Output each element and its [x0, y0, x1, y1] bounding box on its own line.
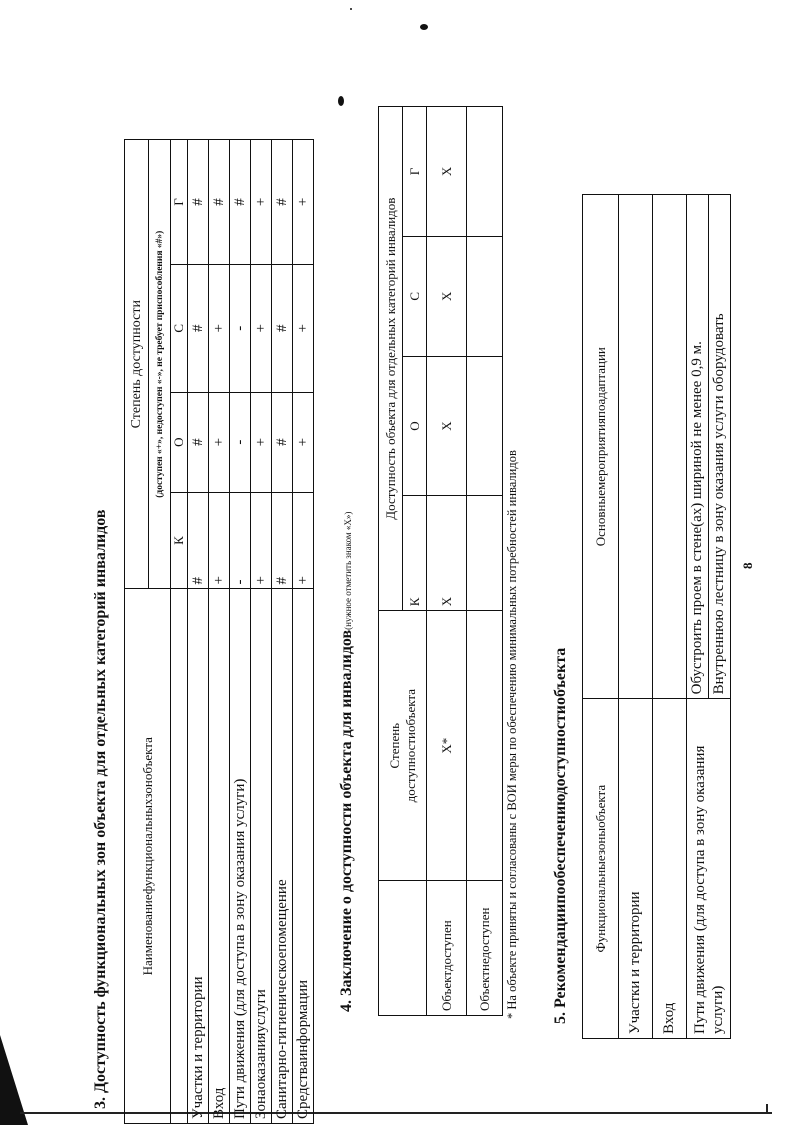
section4-title-text: 4. Заключение о доступности объекта для инвалидов — [338, 629, 355, 1012]
measure-line: Внутреннюю лестницу в зону оказания услуги оборудовать — [711, 313, 727, 695]
zone-name: Санитарно-гигиеническоепомещение — [272, 589, 293, 1124]
section3-title: 3. Доступность функциональных зон объекта для отдельных категорий инвалидов — [92, 509, 109, 1109]
table-header-row — [125, 140, 149, 1124]
category-g: Г — [403, 107, 427, 237]
header-measures: Основныемероприятияпоадаптации — [583, 195, 619, 699]
header-zone-name: Наименованиефункциональныхзонобъекта — [125, 589, 171, 1124]
section4-title-note: (нужное отметить знаком «Х») — [343, 511, 353, 630]
zone-name: Участки и территории — [619, 699, 653, 1039]
row-label: Объектдоступен — [427, 881, 467, 1016]
category-k: К — [403, 496, 427, 611]
measures-cell — [653, 195, 687, 699]
value-cell — [467, 236, 503, 356]
value-cell: + — [209, 392, 230, 492]
table-row — [427, 107, 467, 1016]
value-cell: # — [188, 140, 209, 265]
recommendations-table — [582, 194, 731, 1039]
value-cell: + — [209, 264, 230, 392]
table-row — [230, 140, 251, 1124]
value-cell: Х — [427, 356, 467, 496]
category-s: С — [171, 264, 188, 392]
table-row — [653, 195, 687, 1039]
table-row — [251, 140, 272, 1124]
value-cell: - — [230, 392, 251, 492]
header-legend: (доступен «+», недоступен «-», не требует приспособления «#») — [149, 140, 171, 589]
zone-name: Средстваинформации — [293, 589, 314, 1124]
value-cell: + — [251, 140, 272, 265]
measures-cell — [687, 195, 731, 699]
value-cell: # — [209, 140, 230, 265]
value-cell: Х — [427, 107, 467, 237]
value-cell: - — [230, 492, 251, 589]
header-access: Доступность объекта для отдельных категорий инвалидов — [379, 107, 403, 611]
value-cell — [467, 356, 503, 496]
header-degree-line1: Степень — [386, 722, 402, 769]
value-cell: Х — [427, 496, 467, 611]
category-o: О — [171, 392, 188, 492]
value-cell: # — [272, 264, 293, 392]
category-o: О — [403, 356, 427, 496]
zone-name: Участки и территории — [188, 589, 209, 1124]
value-cell: + — [293, 264, 314, 392]
degree-cell — [467, 611, 503, 881]
value-cell — [467, 496, 503, 611]
value-cell — [467, 107, 503, 237]
table-category-row — [171, 140, 188, 1124]
zones-accessibility-table — [124, 139, 314, 1124]
value-cell: # — [188, 392, 209, 492]
table-header-row — [583, 195, 619, 1039]
value-cell: + — [251, 392, 272, 492]
zone-name: Вход — [653, 699, 687, 1039]
table-row — [467, 107, 503, 1016]
degree-cell: Х* — [427, 611, 467, 881]
value-cell: + — [293, 492, 314, 589]
header-degree — [379, 611, 427, 881]
zone-name: Вход — [209, 589, 230, 1124]
category-g: Г — [171, 140, 188, 265]
value-cell: # — [272, 492, 293, 589]
table-row — [209, 140, 230, 1124]
table-header-row — [379, 107, 403, 1016]
category-k: К — [171, 492, 188, 589]
value-cell: + — [209, 492, 230, 589]
table-row — [687, 195, 731, 1039]
value-cell: # — [272, 392, 293, 492]
header-empty — [379, 881, 427, 1016]
table-row — [188, 140, 209, 1124]
footnote: * На объекте приняты и согласованы с ВОИ меры по обеспечению минимальных потребностей инвалидов — [505, 450, 519, 1019]
measures-cell — [619, 195, 653, 699]
zone-name: Пути движения (для доступа в зону оказания услуги) — [687, 699, 731, 1039]
table-row — [293, 140, 314, 1124]
row-label: Объектнедоступен — [467, 881, 503, 1016]
zone-name: Зонаоказанияуслуги — [251, 589, 272, 1124]
conclusion-table — [378, 106, 503, 1016]
header-degree-line2: доступностиобъекта — [402, 688, 418, 803]
measure-line: Обустроить проем в стене(ах) шириной не менее 0,9 м. — [687, 195, 709, 698]
value-cell: # — [230, 140, 251, 265]
value-cell: + — [293, 392, 314, 492]
value-cell: - — [230, 264, 251, 392]
page-number: 8 — [740, 562, 755, 569]
value-cell: + — [251, 264, 272, 392]
value-cell: Х — [427, 236, 467, 356]
value-cell: # — [188, 492, 209, 589]
section4-title — [338, 512, 356, 1012]
value-cell: + — [251, 492, 272, 589]
header-degree: Степень доступности — [125, 140, 149, 589]
zone-name: Пути движения (для доступа в зону оказания услуги) — [230, 589, 251, 1124]
table-row — [619, 195, 653, 1039]
category-s: С — [403, 236, 427, 356]
header-zones: Функциональныезоныобъекта — [583, 699, 619, 1039]
value-cell: + — [293, 140, 314, 265]
value-cell: # — [188, 264, 209, 392]
section5-title: 5. Рекомендациипообеспечениюдоступностиобъекта — [552, 647, 569, 1024]
table-row — [272, 140, 293, 1124]
value-cell: # — [272, 140, 293, 265]
